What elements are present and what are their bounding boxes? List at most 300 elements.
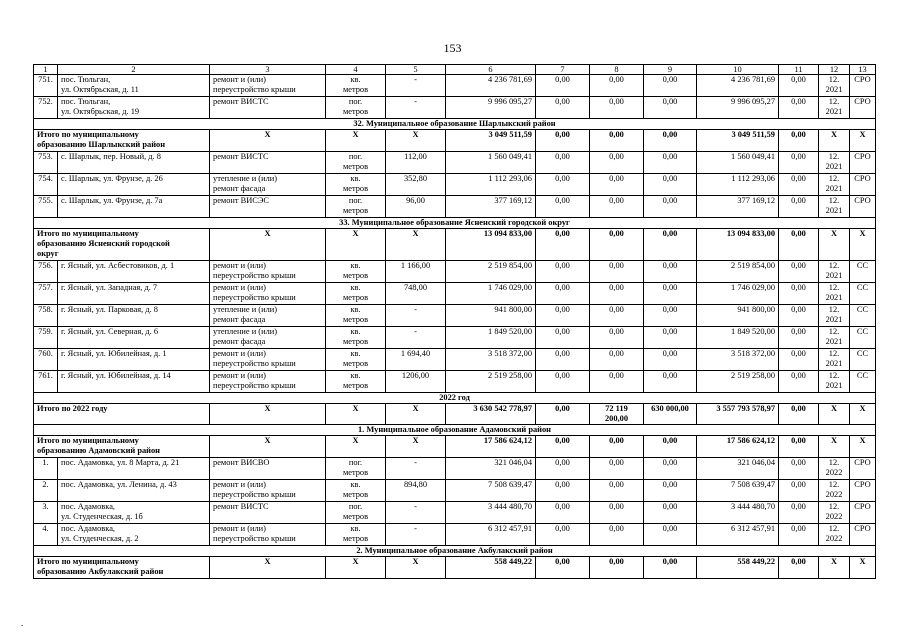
unit: Х	[326, 557, 386, 579]
column-number: 6	[446, 65, 536, 75]
method: Х	[850, 229, 876, 261]
unit: кв. метров	[326, 283, 386, 305]
other-share: 0,00	[779, 524, 819, 546]
work-type: Х	[210, 229, 326, 261]
column-number: 8	[590, 65, 644, 75]
regional-fund: 941 800,00	[697, 305, 779, 327]
address: с. Шарлык, ул. Фрунзе, д. 26	[58, 174, 210, 196]
unit: Х	[326, 436, 386, 458]
address: г. Ясный, ул. Северная, д. 6	[58, 327, 210, 349]
unit: кв. метров	[326, 305, 386, 327]
row-number: 1.	[34, 458, 58, 480]
deadline: Х	[819, 130, 850, 152]
quantity: -	[386, 327, 446, 349]
deadline: 12. 2022	[819, 524, 850, 546]
fund-share: 0,00	[536, 327, 590, 349]
deadline: 12. 2022	[819, 458, 850, 480]
address: с. Шарлык, пер. Новый, д. 8	[58, 152, 210, 174]
unit: пог. метров	[326, 458, 386, 480]
column-number: 13	[850, 65, 876, 75]
fund-share: 0,00	[536, 557, 590, 579]
table-row	[34, 174, 876, 196]
work-type: ремонт и (или) переустройство крыши	[210, 524, 326, 546]
footer-mark: .	[21, 618, 24, 628]
fund-share: 0,00	[536, 404, 590, 425]
deadline: 12. 2021	[819, 349, 850, 371]
total-cost: 1 849 520,00	[446, 327, 536, 349]
table-row	[34, 283, 876, 305]
unit: кв. метров	[326, 75, 386, 97]
owner-share: 0,00	[644, 305, 697, 327]
regional-fund: 4 236 781,69	[697, 75, 779, 97]
other-share: 0,00	[779, 502, 819, 524]
column-number: 4	[326, 65, 386, 75]
address: г. Ясный, ул. Асбестовиков, д. 1	[58, 261, 210, 283]
total-cost: 2 519 258,00	[446, 371, 536, 393]
method: Х	[850, 436, 876, 458]
regional-fund: 1 746 029,00	[697, 283, 779, 305]
unit: Х	[326, 404, 386, 425]
table-row	[34, 261, 876, 283]
total-cost: 1 560 049,41	[446, 152, 536, 174]
method: Х	[850, 557, 876, 579]
regional-fund: 9 996 095,27	[697, 97, 779, 119]
budget-share: 0,00	[590, 502, 644, 524]
section-title: 33. Муниципальное образование Ясненский городской округ	[34, 218, 876, 229]
total-cost: 377 169,12	[446, 196, 536, 218]
column-number: 11	[779, 65, 819, 75]
column-number: 3	[210, 65, 326, 75]
quantity: 352,80	[386, 174, 446, 196]
fund-share: 0,00	[536, 229, 590, 261]
method: СС	[850, 261, 876, 283]
other-share: 0,00	[779, 557, 819, 579]
quantity: -	[386, 524, 446, 546]
owner-share: 0,00	[644, 130, 697, 152]
owner-share: 0,00	[644, 75, 697, 97]
fund-share: 0,00	[536, 196, 590, 218]
row-number: 3.	[34, 502, 58, 524]
section-header-row	[34, 393, 876, 404]
work-type: ремонт ВИСВО	[210, 458, 326, 480]
budget-share: 0,00	[590, 371, 644, 393]
regional-fund: 7 508 639,47	[697, 480, 779, 502]
table-row	[34, 152, 876, 174]
deadline: 12. 2021	[819, 196, 850, 218]
method: Х	[850, 130, 876, 152]
owner-share: 0,00	[644, 261, 697, 283]
work-type: ремонт и (или) переустройство крыши	[210, 261, 326, 283]
unit: кв. метров	[326, 174, 386, 196]
regional-fund: 13 094 833,00	[697, 229, 779, 261]
method: СРО	[850, 174, 876, 196]
row-number: 758.	[34, 305, 58, 327]
table-row	[34, 327, 876, 349]
fund-share: 0,00	[536, 152, 590, 174]
regional-fund: 2 519 854,00	[697, 261, 779, 283]
other-share: 0,00	[779, 261, 819, 283]
budget-share: 0,00	[590, 97, 644, 119]
fund-share: 0,00	[536, 371, 590, 393]
other-share: 0,00	[779, 174, 819, 196]
method: СРО	[850, 524, 876, 546]
table-row	[34, 524, 876, 546]
total-cost: 3 518 372,00	[446, 349, 536, 371]
row-number: 757.	[34, 283, 58, 305]
budget-share: 0,00	[590, 458, 644, 480]
row-number: 754.	[34, 174, 58, 196]
unit: пог. метров	[326, 196, 386, 218]
work-type: ремонт ВИСТС	[210, 97, 326, 119]
section-title: 32. Муниципальное образование Шарлыкский район	[34, 119, 876, 130]
subtotal-row	[34, 404, 876, 425]
work-type: Х	[210, 130, 326, 152]
total-cost: 558 449,22	[446, 557, 536, 579]
owner-share: 0,00	[644, 458, 697, 480]
table-row	[34, 196, 876, 218]
other-share: 0,00	[779, 130, 819, 152]
fund-share: 0,00	[536, 349, 590, 371]
work-type: ремонт ВИСТС	[210, 502, 326, 524]
other-share: 0,00	[779, 305, 819, 327]
address: пос. Тюльган, ул. Октябрьская, д. 19	[58, 97, 210, 119]
table-row	[34, 97, 876, 119]
quantity: Х	[386, 436, 446, 458]
fund-share: 0,00	[536, 97, 590, 119]
quantity: Х	[386, 229, 446, 261]
work-type: ремонт и (или) переустройство крыши	[210, 283, 326, 305]
quantity: Х	[386, 404, 446, 425]
other-share: 0,00	[779, 327, 819, 349]
quantity: -	[386, 75, 446, 97]
total-cost: 1 112 293,06	[446, 174, 536, 196]
table-row	[34, 371, 876, 393]
work-type: ремонт ВИСЭС	[210, 196, 326, 218]
budget-share: 0,00	[590, 327, 644, 349]
fund-share: 0,00	[536, 75, 590, 97]
regional-fund: 3 444 480,70	[697, 502, 779, 524]
other-share: 0,00	[779, 371, 819, 393]
subtotal-row	[34, 557, 876, 579]
deadline: 12. 2021	[819, 152, 850, 174]
regional-fund: 3 518 372,00	[697, 349, 779, 371]
method: СРО	[850, 152, 876, 174]
owner-share: 0,00	[644, 152, 697, 174]
fund-share: 0,00	[536, 524, 590, 546]
other-share: 0,00	[779, 283, 819, 305]
method: СРО	[850, 75, 876, 97]
repair-schedule-table	[33, 64, 876, 579]
work-type: Х	[210, 436, 326, 458]
column-number-row	[34, 65, 876, 75]
budget-share: 0,00	[590, 480, 644, 502]
other-share: 0,00	[779, 436, 819, 458]
deadline: 12. 2022	[819, 480, 850, 502]
work-type: ремонт и (или) переустройство крыши	[210, 480, 326, 502]
quantity: 894,80	[386, 480, 446, 502]
total-cost: 17 586 624,12	[446, 436, 536, 458]
row-number: 761.	[34, 371, 58, 393]
quantity: 1206,00	[386, 371, 446, 393]
work-type: утепление и (или) ремонт фасада	[210, 327, 326, 349]
row-number: 2.	[34, 480, 58, 502]
fund-share: 0,00	[536, 480, 590, 502]
section-header-row	[34, 546, 876, 557]
address: пос. Тюльган, ул. Октябрьская, д. 11	[58, 75, 210, 97]
address: г. Ясный, ул. Юбилейная, д. 1	[58, 349, 210, 371]
total-cost: 3 630 542 778,97	[446, 404, 536, 425]
method: СРО	[850, 480, 876, 502]
regional-fund: 321 046,04	[697, 458, 779, 480]
subtotal-row	[34, 229, 876, 261]
method: СС	[850, 371, 876, 393]
column-number: 12	[819, 65, 850, 75]
quantity: -	[386, 97, 446, 119]
work-type: ремонт и (или) переустройство крыши	[210, 371, 326, 393]
budget-share: 0,00	[590, 130, 644, 152]
regional-fund: 3 557 793 578,97	[697, 404, 779, 425]
row-number: 752.	[34, 97, 58, 119]
unit: пог. метров	[326, 152, 386, 174]
row-number: 759.	[34, 327, 58, 349]
section-header-row	[34, 218, 876, 229]
budget-share: 72 119 200,00	[590, 404, 644, 425]
deadline: 12. 2021	[819, 371, 850, 393]
budget-share: 0,00	[590, 174, 644, 196]
unit: кв. метров	[326, 524, 386, 546]
total-cost: 6 312 457,91	[446, 524, 536, 546]
total-cost: 9 996 095,27	[446, 97, 536, 119]
regional-fund: 1 560 049,41	[697, 152, 779, 174]
total-cost: 7 508 639,47	[446, 480, 536, 502]
page-number: 153	[443, 41, 462, 55]
regional-fund: 6 312 457,91	[697, 524, 779, 546]
unit: пог. метров	[326, 97, 386, 119]
total-label: Итого по муниципальному образованию Адамовский район	[34, 436, 210, 458]
quantity: 112,00	[386, 152, 446, 174]
table-row	[34, 458, 876, 480]
total-cost: 3 444 480,70	[446, 502, 536, 524]
unit: кв. метров	[326, 261, 386, 283]
total-label: Итого по муниципальному образованию Ясненский городской округ	[34, 229, 210, 261]
other-share: 0,00	[779, 97, 819, 119]
unit: кв. метров	[326, 327, 386, 349]
address: пос. Адамовка, ул. Ленина, д. 43	[58, 480, 210, 502]
address: г. Ясный, ул. Западная, д. 7	[58, 283, 210, 305]
method: СРО	[850, 502, 876, 524]
unit: Х	[326, 229, 386, 261]
owner-share: 0,00	[644, 557, 697, 579]
budget-share: 0,00	[590, 75, 644, 97]
fund-share: 0,00	[536, 305, 590, 327]
method: СРО	[850, 196, 876, 218]
quantity: -	[386, 305, 446, 327]
deadline: 12. 2021	[819, 283, 850, 305]
owner-share: 0,00	[644, 174, 697, 196]
total-label: Итого по муниципальному образованию Акбулакский район	[34, 557, 210, 579]
row-number: 755.	[34, 196, 58, 218]
column-number: 7	[536, 65, 590, 75]
regional-fund: 1 112 293,06	[697, 174, 779, 196]
total-label: Итого по муниципальному образованию Шарлыкский район	[34, 130, 210, 152]
owner-share: 0,00	[644, 97, 697, 119]
deadline: 12. 2021	[819, 327, 850, 349]
owner-share: 0,00	[644, 436, 697, 458]
address: пос. Адамовка, ул. Студенческая, д. 2	[58, 524, 210, 546]
work-type: Х	[210, 557, 326, 579]
deadline: 12. 2021	[819, 305, 850, 327]
deadline: Х	[819, 229, 850, 261]
budget-share: 0,00	[590, 229, 644, 261]
column-number: 5	[386, 65, 446, 75]
total-cost: 3 049 511,59	[446, 130, 536, 152]
row-number: 753.	[34, 152, 58, 174]
fund-share: 0,00	[536, 436, 590, 458]
other-share: 0,00	[779, 404, 819, 425]
total-cost: 321 046,04	[446, 458, 536, 480]
other-share: 0,00	[779, 152, 819, 174]
owner-share: 0,00	[644, 524, 697, 546]
regional-fund: 2 519 258,00	[697, 371, 779, 393]
table-row	[34, 75, 876, 97]
method: Х	[850, 404, 876, 425]
other-share: 0,00	[779, 480, 819, 502]
address: пос. Адамовка, ул. Студенческая, д. 1б	[58, 502, 210, 524]
regional-fund: 17 586 624,12	[697, 436, 779, 458]
owner-share: 0,00	[644, 349, 697, 371]
address: г. Ясный, ул. Юбилейная, д. 14	[58, 371, 210, 393]
budget-share: 0,00	[590, 349, 644, 371]
deadline: 12. 2021	[819, 75, 850, 97]
total-cost: 4 236 781,69	[446, 75, 536, 97]
regional-fund: 377 169,12	[697, 196, 779, 218]
other-share: 0,00	[779, 458, 819, 480]
section-title: 2022 год	[34, 393, 876, 404]
total-cost: 1 746 029,00	[446, 283, 536, 305]
total-label: Итого по 2022 году	[34, 404, 210, 425]
work-type: утепление и (или) ремонт фасада	[210, 174, 326, 196]
owner-share: 0,00	[644, 229, 697, 261]
quantity: Х	[386, 557, 446, 579]
row-number: 760.	[34, 349, 58, 371]
budget-share: 0,00	[590, 305, 644, 327]
regional-fund: 3 049 511,59	[697, 130, 779, 152]
quantity: 748,00	[386, 283, 446, 305]
deadline: 12. 2021	[819, 174, 850, 196]
unit: пог. метров	[326, 502, 386, 524]
column-number: 1	[34, 65, 58, 75]
work-type: Х	[210, 404, 326, 425]
table-row	[34, 502, 876, 524]
owner-share: 630 000,00	[644, 404, 697, 425]
table-row	[34, 480, 876, 502]
owner-share: 0,00	[644, 196, 697, 218]
unit: кв. метров	[326, 371, 386, 393]
quantity: 1 166,00	[386, 261, 446, 283]
deadline: 12. 2021	[819, 97, 850, 119]
column-number: 10	[697, 65, 779, 75]
table-row	[34, 349, 876, 371]
total-cost: 941 800,00	[446, 305, 536, 327]
method: СС	[850, 349, 876, 371]
method: СС	[850, 305, 876, 327]
quantity: Х	[386, 130, 446, 152]
subtotal-row	[34, 130, 876, 152]
quantity: 1 694,40	[386, 349, 446, 371]
column-number: 9	[644, 65, 697, 75]
unit: кв. метров	[326, 480, 386, 502]
work-type: ремонт ВИСТС	[210, 152, 326, 174]
other-share: 0,00	[779, 196, 819, 218]
address: пос. Адамовка, ул. 8 Марта, д. 21	[58, 458, 210, 480]
section-title: 1. Муниципальное образование Адамовский район	[34, 425, 876, 436]
unit: кв. метров	[326, 349, 386, 371]
section-header-row	[34, 119, 876, 130]
fund-share: 0,00	[536, 458, 590, 480]
row-number: 751.	[34, 75, 58, 97]
row-number: 4.	[34, 524, 58, 546]
owner-share: 0,00	[644, 480, 697, 502]
section-header-row	[34, 425, 876, 436]
total-cost: 2 519 854,00	[446, 261, 536, 283]
address: г. Ясный, ул. Парковая, д. 8	[58, 305, 210, 327]
budget-share: 0,00	[590, 196, 644, 218]
budget-share: 0,00	[590, 152, 644, 174]
deadline: Х	[819, 436, 850, 458]
method: СС	[850, 283, 876, 305]
quantity: -	[386, 458, 446, 480]
work-type: утепление и (или) ремонт фасада	[210, 305, 326, 327]
budget-share: 0,00	[590, 261, 644, 283]
table-row	[34, 305, 876, 327]
budget-share: 0,00	[590, 524, 644, 546]
regional-fund: 1 849 520,00	[697, 327, 779, 349]
subtotal-row	[34, 436, 876, 458]
owner-share: 0,00	[644, 327, 697, 349]
fund-share: 0,00	[536, 174, 590, 196]
method: СРО	[850, 97, 876, 119]
budget-share: 0,00	[590, 557, 644, 579]
fund-share: 0,00	[536, 502, 590, 524]
deadline: Х	[819, 557, 850, 579]
column-number: 2	[58, 65, 210, 75]
work-type: ремонт и (или) переустройство крыши	[210, 349, 326, 371]
section-title: 2. Муниципальное образование Акбулакский район	[34, 546, 876, 557]
deadline: 12. 2022	[819, 502, 850, 524]
owner-share: 0,00	[644, 283, 697, 305]
fund-share: 0,00	[536, 261, 590, 283]
total-cost: 13 094 833,00	[446, 229, 536, 261]
owner-share: 0,00	[644, 502, 697, 524]
fund-share: 0,00	[536, 283, 590, 305]
work-type: ремонт и (или) переустройство крыши	[210, 75, 326, 97]
fund-share: 0,00	[536, 130, 590, 152]
other-share: 0,00	[779, 229, 819, 261]
owner-share: 0,00	[644, 371, 697, 393]
regional-fund: 558 449,22	[697, 557, 779, 579]
other-share: 0,00	[779, 75, 819, 97]
deadline: Х	[819, 404, 850, 425]
method: СРО	[850, 458, 876, 480]
address: с. Шарлык, ул. Фрунзе, д. 7а	[58, 196, 210, 218]
row-number: 756.	[34, 261, 58, 283]
quantity: 96,00	[386, 196, 446, 218]
budget-share: 0,00	[590, 436, 644, 458]
budget-share: 0,00	[590, 283, 644, 305]
method: СС	[850, 327, 876, 349]
other-share: 0,00	[779, 349, 819, 371]
deadline: 12. 2021	[819, 261, 850, 283]
